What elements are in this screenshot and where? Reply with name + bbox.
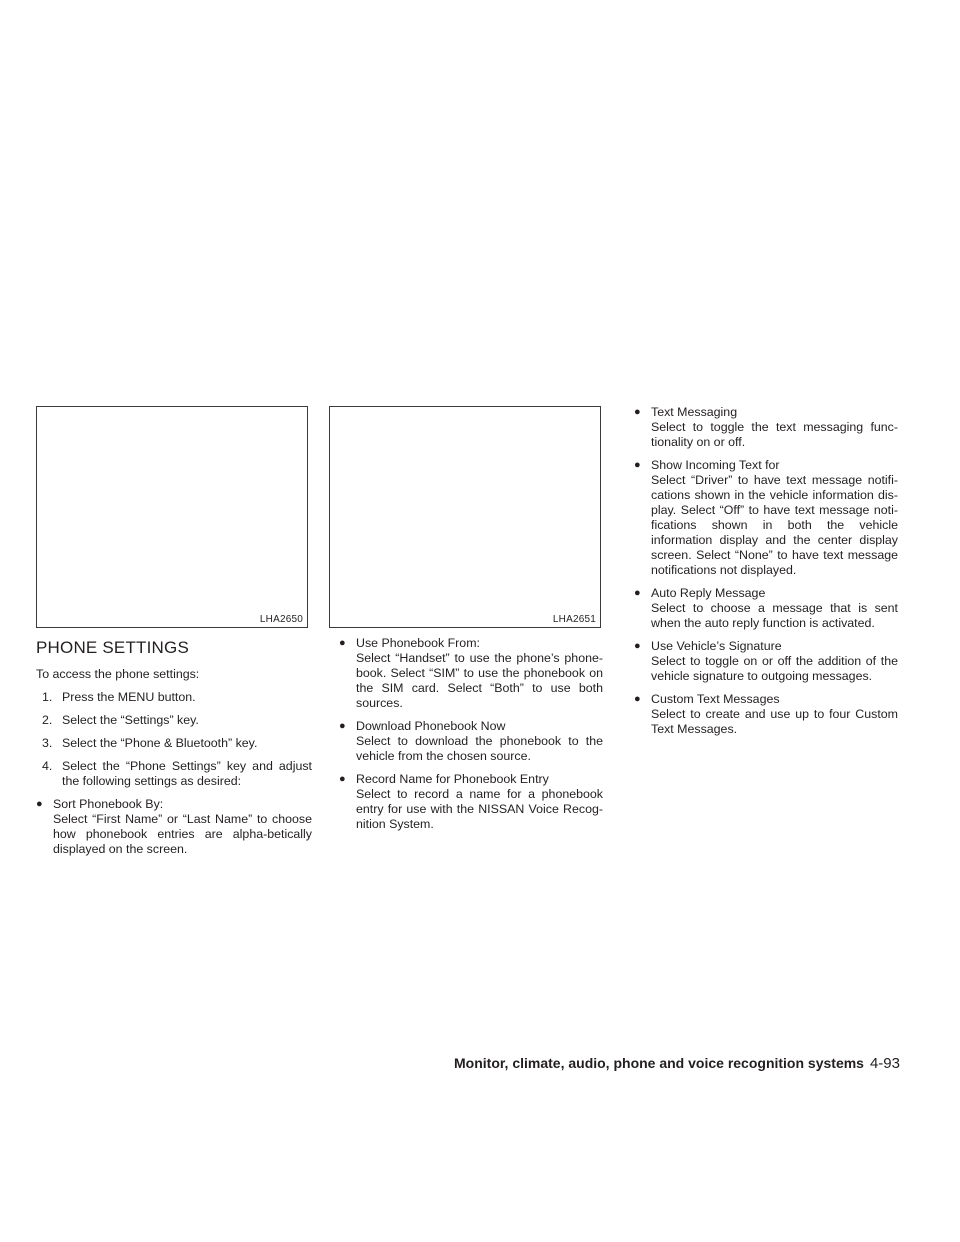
bullet-body: Select to record a name for a phonebook entry for use with the NISSAN Voice Recog-nition System. — [356, 787, 603, 831]
step-number: 1. — [42, 690, 53, 704]
page-number: 4-93 — [869, 1055, 900, 1072]
step-item — [36, 759, 312, 789]
step-number: 4. — [42, 759, 53, 773]
section-heading: PHONE SETTINGS — [36, 638, 189, 657]
bullet-icon: ● — [634, 459, 641, 471]
bullet-title: Use Phonebook From: — [356, 636, 480, 650]
bullet-item — [634, 692, 898, 737]
intro-text: To access the phone settings: — [36, 667, 200, 681]
bullet-icon: ● — [36, 798, 43, 810]
bullet-title: Text Messaging — [651, 405, 738, 419]
bullet-title: Show Incoming Text for — [651, 458, 780, 472]
step-item — [36, 713, 312, 728]
bullet-body: Select to toggle on or off the addition of the vehicle signature to outgoing messages. — [651, 654, 898, 683]
bullet-icon: ● — [339, 637, 346, 649]
text-column-1 — [36, 636, 312, 865]
bullet-title: Custom Text Messages — [651, 692, 780, 706]
bullet-title: Auto Reply Message — [651, 586, 766, 600]
bullet-title: Download Phonebook Now — [356, 719, 506, 733]
bullet-title: Record Name for Phonebook Entry — [356, 772, 549, 786]
bullet-title: Sort Phonebook By: — [53, 797, 164, 811]
text-column-3 — [634, 405, 898, 745]
bullet-icon: ● — [634, 693, 641, 705]
step-text: Press the MENU button. — [62, 690, 196, 704]
bullet-icon: ● — [634, 587, 641, 599]
bullet-item — [634, 639, 898, 684]
bullet-body: Select to choose a message that is sent when the auto reply function is activated. — [651, 601, 898, 630]
page-footer — [454, 1055, 900, 1072]
bullet-body: Select “First Name” or “Last Name” to choose how phonebook entries are alpha-betically displayed on the screen. — [53, 812, 312, 856]
step-number: 2. — [42, 713, 53, 727]
step-number: 3. — [42, 736, 53, 750]
step-item — [36, 690, 312, 705]
bullet-icon: ● — [339, 720, 346, 732]
bullet-body: Select “Driver” to have text message notifi-cations shown in the vehicle information dis-play. Select “Off” to have text message noti-fications shown in both the vehicle information display and the center display screen. Select “None” to have text message notifications not displayed. — [651, 473, 898, 577]
bullet-item — [36, 797, 312, 857]
bullet-item — [634, 405, 898, 450]
bullet-item — [339, 636, 603, 711]
bullet-item — [634, 586, 898, 631]
chapter-title: Monitor, climate, audio, phone and voice recognition systems — [454, 1055, 864, 1071]
figure-id-label: LHA2650 — [259, 614, 303, 625]
figure-lha2651 — [329, 406, 601, 628]
bullet-body: Select “Handset” to use the phone’s phone-book. Select “SIM” to use the phonebook on the SIM card. Select “Both” to use both sources. — [356, 651, 603, 710]
step-text: Select the “Phone Settings” key and adjust the following settings as desired: — [62, 759, 312, 788]
bullet-item — [634, 458, 898, 578]
text-column-2 — [339, 636, 603, 840]
bullet-icon: ● — [634, 640, 641, 652]
bullet-icon: ● — [339, 773, 346, 785]
bullet-icon: ● — [634, 406, 641, 418]
step-item — [36, 736, 312, 751]
bullet-item — [339, 772, 603, 832]
bullet-item — [339, 719, 603, 764]
step-text: Select the “Settings” key. — [62, 713, 199, 727]
bullet-body: Select to toggle the text messaging func-tionality on or off. — [651, 420, 898, 449]
step-text: Select the “Phone & Bluetooth” key. — [62, 736, 258, 750]
figure-id-label: LHA2651 — [552, 614, 596, 625]
bullet-title: Use Vehicle’s Signature — [651, 639, 782, 653]
bullet-body: Select to create and use up to four Custom Text Messages. — [651, 707, 898, 736]
figure-lha2650 — [36, 406, 308, 628]
bullet-body: Select to download the phonebook to the vehicle from the chosen source. — [356, 734, 603, 763]
